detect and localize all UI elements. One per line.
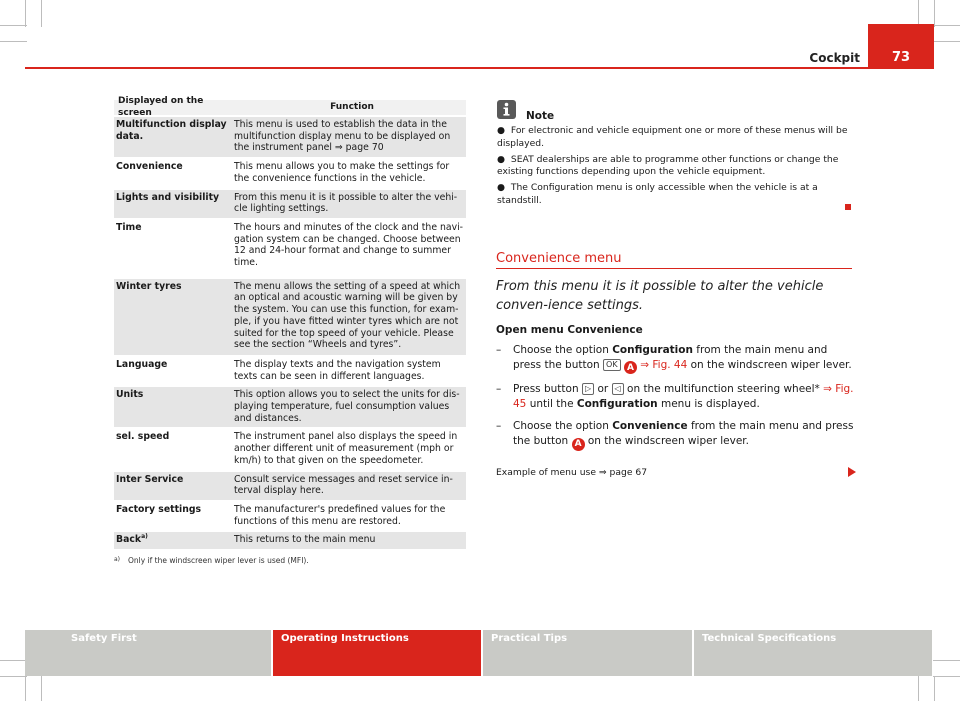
tab-safety-first[interactable]: Safety First [25, 630, 271, 676]
text: menu is displayed. [657, 397, 760, 410]
list-item: ● The Configuration menu is only accessible when the vehicle is at a standstill. [497, 182, 818, 206]
text: Press button [513, 383, 582, 396]
row-desc: This menu is used to establish the data in the multifunction display menu to be displayed on the instrument panel ⇒ page 70 [234, 119, 451, 154]
row-desc: The display texts and the navigation system texts can be seen in different languages. [234, 358, 441, 382]
list-item [496, 382, 856, 411]
table-row [114, 427, 466, 469]
footnote-text: Only if the windscreen wiper lever is used (MFI). [128, 556, 309, 565]
step-dash: – [496, 344, 502, 356]
tab-operating-instructions[interactable]: Operating Instructions [273, 630, 481, 676]
text: on the multifunction steering wheel* [623, 383, 824, 396]
crop-mark [933, 41, 960, 42]
note-text: For electronic and vehicle equipment one or more of these menus will be displayed. [497, 125, 848, 149]
row-desc: This menu allows you to make the settings for the convenience functions in the vehicle. [234, 161, 450, 184]
button-a-badge: A [624, 361, 637, 374]
crop-mark [0, 25, 27, 26]
crop-mark [41, 676, 42, 701]
page-number: 73 [868, 24, 934, 67]
row-desc: The hours and minutes of the clock and the navi-gation system can be changed. Choose between 12 and 24-hour format and change to summer time. [234, 221, 464, 269]
table-row [114, 218, 466, 277]
crop-mark [933, 676, 960, 677]
row-desc: Consult service messages and reset service in-terval display here. [234, 473, 453, 497]
steps-list [496, 343, 856, 459]
note-list [497, 125, 853, 211]
table-row [114, 277, 466, 355]
table-row [114, 500, 466, 530]
figure-link[interactable]: ⇒ Fig. 45 [513, 383, 854, 410]
ok-key: OK [603, 359, 621, 371]
crop-mark [934, 0, 935, 27]
step-text [513, 419, 856, 450]
crop-mark [933, 660, 960, 661]
row-name: Factory settings [116, 503, 202, 515]
row-desc: The instrument panel also displays the speed in another different unit of measurement (mph or km/h) to that given on the speedometer. [234, 431, 458, 466]
table-row [114, 355, 466, 385]
section-title: Cockpit [809, 51, 860, 65]
section-heading: Convenience menu [496, 251, 622, 266]
row-name-text: Back [116, 534, 142, 546]
col-header-function: Function [330, 101, 374, 112]
figure-link[interactable]: ⇒ Fig. 44 [640, 358, 688, 371]
text: from the main menu and press the button [513, 420, 854, 447]
list-item [496, 343, 856, 374]
note-title: Note [526, 110, 555, 122]
crop-mark [0, 41, 27, 42]
row-name [114, 534, 234, 546]
row-name: Winter tyres [116, 280, 182, 292]
text: from the main menu and press the button [513, 344, 828, 371]
table-row [114, 115, 466, 157]
arrow-right-icon: ▷ [582, 383, 594, 395]
header-rule [25, 67, 934, 69]
subheading: Open menu Convenience [496, 324, 643, 336]
text: on the windscreen wiper lever. [687, 358, 852, 371]
row-name: Language [116, 358, 168, 370]
row-name: Multifunction display data. [116, 119, 227, 142]
col-header-display: Displayed on the screen [118, 95, 204, 118]
note-text: The Configuration menu is only accessible when the vehicle is at a standstill. [497, 182, 818, 206]
crop-mark [25, 676, 26, 701]
crop-mark [41, 0, 42, 27]
row-name: Inter Service [116, 473, 184, 485]
list-item: ● For electronic and vehicle equipment one or more of these menus will be displayed. [497, 125, 848, 149]
step-dash: – [496, 383, 502, 396]
info-icon [497, 100, 516, 119]
row-desc: The manufacturer's predefined values for the functions of this menu are restored. [234, 503, 446, 527]
table-row [114, 530, 466, 549]
crop-mark [918, 676, 919, 701]
list-item [496, 419, 856, 450]
text: until the [526, 397, 577, 410]
row-name: Time [116, 221, 142, 233]
tab-technical-specifications[interactable]: Technical Specifications [694, 630, 932, 676]
table-row [114, 157, 466, 187]
row-desc: From this menu it is it possible to alter the vehi-cle lighting settings. [234, 191, 458, 215]
heading-rule [496, 268, 852, 269]
step-text [513, 343, 856, 374]
row-name: Units [116, 389, 144, 401]
footnote-ref: a) [141, 533, 148, 541]
text: Choose the option [513, 420, 613, 433]
crop-mark [934, 676, 935, 701]
row-name: sel. speed [116, 431, 170, 443]
table-row [114, 470, 466, 500]
row-desc: This option allows you to select the units for dis-playing temperature, fuel consumption values and distances. [234, 389, 460, 424]
footnote-mark: a) [114, 556, 121, 563]
intro-text: From this menu it is it possible to alter the vehicle conven-ience settings. [496, 279, 824, 313]
footnote [114, 556, 466, 565]
table-header [114, 95, 466, 118]
row-name: Convenience [116, 161, 183, 173]
crop-mark [0, 676, 27, 677]
option-name: Configuration [576, 397, 658, 410]
row-desc: This returns to the main menu [234, 534, 376, 546]
note-text: SEAT dealerships are able to programme other functions or change the existing functions depending upon the vehicle equipment. [497, 153, 839, 178]
step-dash: – [496, 420, 502, 433]
crop-mark [918, 0, 919, 27]
example-text: Example of menu use ⇒ page 67 [496, 467, 648, 478]
footer-tabs [25, 630, 932, 676]
crop-mark [25, 0, 26, 27]
arrow-left-icon: ◁ [612, 383, 624, 395]
continue-arrow-icon [848, 467, 856, 477]
crop-mark [933, 25, 960, 26]
section-end-marker [845, 204, 851, 210]
button-a-badge: A [572, 438, 585, 451]
tab-practical-tips[interactable]: Practical Tips [483, 630, 692, 676]
menu-table [114, 95, 466, 549]
crop-mark [0, 660, 27, 661]
row-desc: The menu allows the setting of a speed at which an optical and acoustic warning will be given by the system. You can use this function, for exam-ple, if you have fitted winter tyres which are not suited for the top speed of your vehicle. Please see the section “Wheels and tyres”. [234, 280, 461, 351]
table-row [114, 385, 466, 427]
text: or [594, 383, 612, 396]
option-name: Configuration [612, 344, 693, 356]
text: Choose the option [513, 344, 613, 356]
table-row [114, 188, 466, 218]
text: on the windscreen wiper lever. [584, 434, 749, 447]
option-name: Convenience [612, 420, 688, 433]
list-item: ● SEAT dealerships are able to programme other functions or change the existing functions depending upon the vehicle equipment. [497, 153, 839, 178]
row-name: Lights and visibility [116, 191, 220, 203]
step-text [513, 382, 856, 411]
